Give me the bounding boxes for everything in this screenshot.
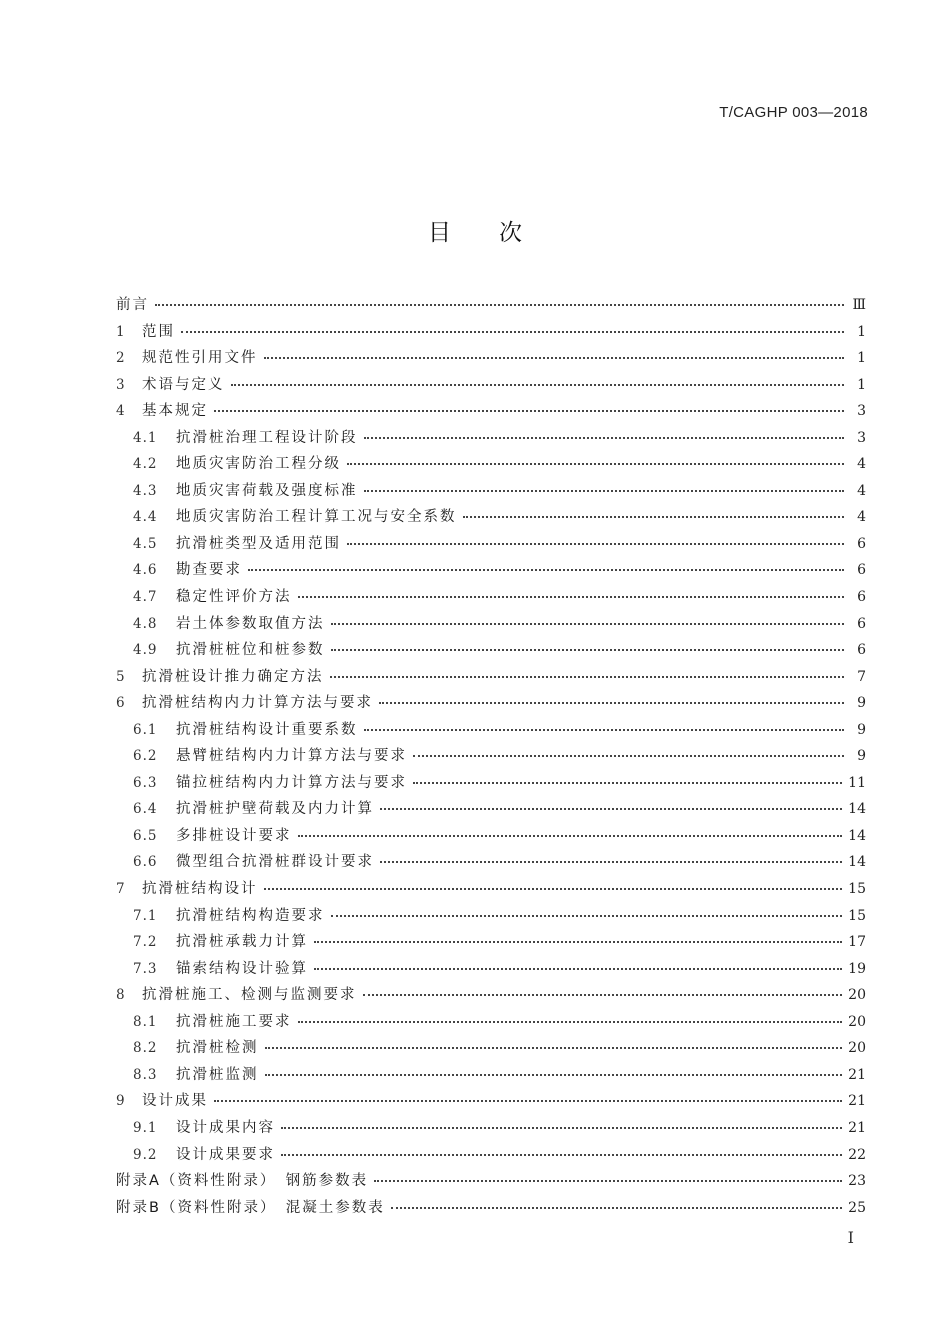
toc-entry-label: 抗滑桩检测 [176,1040,259,1057]
dot-leader [413,782,842,784]
toc-entry-number: 9.1 [133,1119,158,1136]
toc-entry[interactable] [116,876,866,903]
toc-entry-page: 19 [848,960,866,977]
dot-leader [298,835,843,837]
toc-entry-page: 21 [848,1093,866,1110]
toc-entry-number: 8.2 [133,1040,158,1057]
toc-entry-label: 锚索结构设计验算 [176,960,308,977]
toc-entry-number: 7 [116,881,125,898]
toc-entry[interactable] [116,956,866,983]
toc-entry[interactable] [116,1088,866,1115]
toc-entry-number: 4.4 [133,509,158,526]
toc-entry-page: 14 [848,854,866,871]
toc-entry[interactable] [116,345,866,372]
toc-entry-page: 23 [848,1173,866,1190]
toc-entry-label: 稳定性评价方法 [176,589,292,606]
toc-entry-page: 14 [848,827,866,844]
toc-entry-number: 2 [116,350,125,367]
dot-leader [265,1074,843,1076]
dot-leader [248,569,844,571]
toc-entry-number: 6.1 [133,721,158,738]
toc-entry-page: 1 [857,323,866,340]
toc-entry-page: 17 [848,934,866,951]
toc-entry-label: 地质灾害防治工程计算工况与安全系数 [176,509,457,526]
toc-entry-number: 7.1 [133,907,158,924]
toc-entry-page: 6 [857,535,866,552]
toc-entry[interactable] [116,319,866,346]
toc-entry-page: 9 [857,748,866,765]
toc-entry-label: 抗滑桩类型及适用范围 [176,535,341,552]
toc-entry[interactable] [116,849,866,876]
dot-leader [264,357,845,359]
dot-leader [155,304,844,306]
dot-leader [331,649,845,651]
toc-entry-page: 6 [857,589,866,606]
toc-entry-number: 3 [116,376,125,393]
toc-entry-label: 多排桩设计要求 [176,827,292,844]
toc-entry-label: 抗滑桩桩位和桩参数 [176,642,325,659]
toc-entry-label: 微型组合抗滑桩群设计要求 [176,854,374,871]
toc-entry-label: 锚拉桩结构内力计算方法与要求 [176,774,407,791]
dot-leader [214,410,844,412]
dot-leader [264,888,843,890]
toc-entry-label: 抗滑桩承载力计算 [176,934,308,951]
dot-leader [331,915,843,917]
toc-entry-label: 基本规定 [142,403,208,420]
toc-entry[interactable] [116,584,866,611]
toc-entry-label: 附录B（资料性附录） 混凝土参数表 [116,1199,385,1216]
standard-code: T/CAGHP 003—2018 [719,104,868,121]
dot-leader [231,384,845,386]
toc-entry[interactable] [116,1168,866,1195]
dot-leader [364,490,845,492]
toc-entry-number: 6.6 [133,854,158,871]
dot-leader [265,1047,843,1049]
toc-entry-number: 6 [116,695,125,712]
toc-entry-label: 术语与定义 [142,376,225,393]
toc-entry-number: 6.3 [133,774,158,791]
dot-leader [363,994,843,996]
dot-leader [391,1207,842,1209]
toc-entry[interactable] [116,372,866,399]
toc-entry[interactable] [116,611,866,638]
toc-entry[interactable] [116,823,866,850]
dot-leader [380,861,842,863]
dot-leader [413,755,844,757]
dot-leader [281,1127,842,1129]
toc-entry-label: 设计成果内容 [176,1119,275,1136]
toc-entry-number: 9.2 [133,1146,158,1163]
toc-entry[interactable] [116,425,866,452]
toc-entry[interactable] [116,1195,866,1222]
toc-entry-label: 抗滑桩设计推力确定方法 [142,668,324,685]
dot-leader [298,596,845,598]
toc-entry-page: 4 [857,482,866,499]
toc-entry-number: 6.4 [133,801,158,818]
toc-entry[interactable] [116,1115,866,1142]
dot-leader [374,1180,842,1182]
toc-entry[interactable] [116,1035,866,1062]
toc-entry-number: 4.2 [133,456,158,473]
toc-entry-page: 6 [857,642,866,659]
toc-entry-label: 设计成果 [142,1093,208,1110]
toc-entry-number: 4.1 [133,429,158,446]
toc-entry-number: 4 [116,403,125,420]
toc-entry-number: 8 [116,987,125,1004]
toc-entry-page: 9 [857,695,866,712]
toc-entry-label: 范围 [142,323,175,340]
toc-entry-page: 20 [848,987,866,1004]
dot-leader [214,1100,842,1102]
toc-entry-label: 悬臂桩结构内力计算方法与要求 [176,748,407,765]
toc-entry-page: 21 [848,1066,866,1083]
toc-entry[interactable] [116,982,866,1009]
dot-leader [181,331,844,333]
toc-entry-label: 抗滑桩治理工程设计阶段 [176,429,358,446]
toc-entry-page: 4 [857,509,866,526]
dot-leader [463,516,845,518]
toc-entry[interactable] [116,451,866,478]
toc-entry-number: 7.2 [133,934,158,951]
toc-entry-page: 20 [848,1040,866,1057]
toc-entry-page: 20 [848,1013,866,1030]
toc-entry[interactable] [116,903,866,930]
toc-entry-label: 抗滑桩护壁荷载及内力计算 [176,801,374,818]
toc-entry-number: 4.8 [133,615,158,632]
toc-entry-number: 7.3 [133,960,158,977]
dot-leader [298,1021,843,1023]
toc-entry[interactable] [116,504,866,531]
toc-entry-page: 3 [857,403,866,420]
toc-entry-number: 5 [116,668,125,685]
toc-entry[interactable] [116,531,866,558]
toc-entry[interactable] [116,557,866,584]
toc-entry-number: 1 [116,323,125,340]
toc-entry-label: 抗滑桩结构内力计算方法与要求 [142,695,373,712]
dot-leader [379,702,844,704]
toc-entry-label: 地质灾害防治工程分级 [176,456,341,473]
toc-entry-label: 抗滑桩结构设计 [142,881,258,898]
toc-entry-number: 8.1 [133,1013,158,1030]
toc-entry-page: 11 [848,774,866,791]
toc-entry[interactable] [116,770,866,797]
dot-leader [314,968,842,970]
toc-entry-page: Ⅲ [852,297,866,313]
toc-entry-page: 6 [857,562,866,579]
toc-entry-number: 6.2 [133,748,158,765]
toc-entry-page: 21 [848,1119,866,1136]
dot-leader [331,623,845,625]
toc-entry[interactable] [116,637,866,664]
toc-entry[interactable] [116,690,866,717]
dot-leader [330,676,845,678]
toc-title: 目次 [428,220,570,246]
toc-entry-page: 3 [857,429,866,446]
toc-entry-number: 4.3 [133,482,158,499]
toc-entry-number: 9 [116,1093,125,1110]
toc-entry[interactable] [116,1009,866,1036]
toc-entry-number: 4.5 [133,535,158,552]
toc-entry-label: 岩土体参数取值方法 [176,615,325,632]
toc-entry-label: 规范性引用文件 [142,350,258,367]
toc-entry[interactable] [116,796,866,823]
toc-entry-label: 勘查要求 [176,562,242,579]
toc-entry[interactable] [116,292,866,319]
toc-entry-number: 4.9 [133,642,158,659]
toc-entry-label: 抗滑桩结构设计重要系数 [176,721,358,738]
toc-entry-label: 设计成果要求 [176,1146,275,1163]
toc-entry[interactable] [116,1142,866,1169]
toc-entry[interactable] [116,664,866,691]
toc-entry[interactable] [116,1062,866,1089]
toc-entry-label: 抗滑桩监测 [176,1066,259,1083]
toc-entry-number: 4.6 [133,562,158,579]
table-of-contents [116,292,866,1221]
toc-entry[interactable] [116,478,866,505]
toc-entry-page: 4 [857,456,866,473]
toc-entry-label: 抗滑桩施工要求 [176,1013,292,1030]
toc-entry-page: 15 [848,881,866,898]
toc-entry-number: 6.5 [133,827,158,844]
dot-leader [364,437,845,439]
toc-entry[interactable] [116,929,866,956]
toc-entry-page: 25 [848,1199,866,1216]
toc-entry[interactable] [116,743,866,770]
dot-leader [314,941,842,943]
toc-entry-page: 1 [857,350,866,367]
toc-entry-page: 15 [848,907,866,924]
page-number: I [847,1228,854,1247]
toc-entry-number: 4.7 [133,589,158,606]
toc-entry[interactable] [116,398,866,425]
toc-entry-label: 抗滑桩结构构造要求 [176,907,325,924]
toc-entry[interactable] [116,717,866,744]
toc-entry-label: 抗滑桩施工、检测与监测要求 [142,987,357,1004]
dot-leader [347,463,844,465]
dot-leader [364,729,845,731]
toc-entry-page: 7 [857,668,866,685]
toc-entry-page: 14 [848,801,866,818]
toc-entry-page: 22 [848,1146,866,1163]
toc-entry-label: 前言 [116,297,149,313]
toc-entry-page: 1 [857,376,866,393]
toc-entry-label: 地质灾害荷载及强度标准 [176,482,358,499]
toc-entry-page: 9 [857,721,866,738]
dot-leader [281,1154,842,1156]
toc-entry-label: 附录A（资料性附录） 钢筋参数表 [116,1173,369,1190]
toc-entry-page: 6 [857,615,866,632]
toc-entry-number: 8.3 [133,1066,158,1083]
dot-leader [347,543,844,545]
dot-leader [380,808,842,810]
